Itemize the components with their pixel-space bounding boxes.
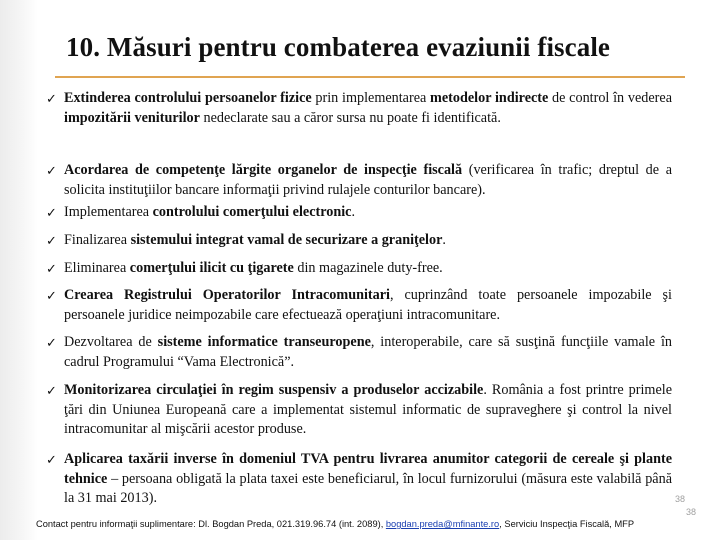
text-run: Finalizarea [64, 232, 131, 248]
check-icon: ✓ [46, 335, 57, 350]
text-run: . [351, 204, 356, 220]
text-run: de control în vederea [548, 90, 672, 106]
list-item-text [64, 259, 672, 279]
list-item-text [64, 161, 672, 200]
text-run: . România a fost printre primele ţări din Uniunea Europeană care a implementat sistemul informatic de supraveghere şi control la nivel intracomunitar al mişcării acestor produse. [64, 382, 672, 437]
list-item-text [64, 231, 672, 251]
check-icon: ✓ [46, 91, 57, 106]
text-run: Dezvoltarea de [64, 334, 158, 350]
text-run: nedeclarate sau a căror sursa nu poate fi identificată. [199, 109, 501, 126]
list-item [46, 286, 672, 325]
footer-department-text: , Serviciu Inspecţia Fiscală, MFP [499, 519, 635, 529]
bold-text-run: Extinderea controlului persoanelor fizice [64, 90, 312, 106]
text-run: (verificarea în trafic; dreptul de a solicita instituţiilor bancare informaţii privind rulajele conturilor bancare). [64, 162, 672, 198]
bold-text-run: sisteme informatice transeuropene [157, 334, 371, 350]
bold-text-run: Aplicarea taxării inverse în domeniul TVA pentru livrarea anumitor categorii de cereale şi plante tehnice [64, 451, 672, 487]
list-item-text [64, 333, 672, 372]
check-icon: ✓ [46, 233, 57, 248]
list-item-text [64, 203, 672, 223]
bold-text-run: comerţului ilicit cu ţigarete [129, 260, 294, 276]
text-run: prin implementarea [311, 90, 431, 106]
list-item [46, 450, 672, 509]
check-icon: ✓ [46, 261, 57, 276]
bold-text-run: Monitorizarea circulaţiei în regim suspensiv a produselor accizabile [64, 382, 484, 398]
text-run: – persoana obligată la plata taxei este beneficiarul, în locul furnizorului (măsura este valabilă până la 31 mai 2013). [64, 470, 672, 506]
list-item-text [64, 89, 672, 128]
list-item [46, 203, 672, 223]
check-icon: ✓ [46, 205, 57, 220]
title-underline [55, 76, 685, 78]
slide-title: 10. Măsuri pentru combaterea evaziunii fiscale [66, 32, 611, 62]
list-item [46, 259, 672, 279]
text-run: din magazinele duty-free. [293, 260, 443, 276]
check-icon: ✓ [46, 452, 57, 467]
footer-contact-text: Contact pentru informaţii suplimentare: Dl. Bogdan Preda, 021.319.96.74 (int. 2089), [36, 519, 386, 529]
text-run: , cuprinzând toate persoanele impozabile şi persoanele juridice neimpozabile care efectuează operaţiuni intracomunitare. [64, 287, 672, 323]
decorative-side-band [0, 0, 38, 540]
bold-text-run: metodelor indirecte [430, 90, 549, 106]
list-item-text [64, 450, 672, 509]
list-item [46, 381, 672, 440]
bold-text-run: controlului comerţului electronic [152, 204, 352, 220]
bold-text-run: Acordarea de competenţe lărgite organelor de inspecţie fiscală [64, 162, 463, 178]
bold-text-run: Crearea Registrului Operatorilor Intracomunitari [64, 287, 390, 303]
text-run: Implementarea [64, 204, 153, 220]
page-number: 38 [675, 494, 686, 504]
list-item [46, 231, 672, 251]
check-icon: ✓ [46, 383, 57, 398]
contact-footer [36, 519, 676, 529]
list-item [46, 333, 672, 372]
list-item [46, 161, 672, 200]
check-icon: ✓ [46, 288, 57, 303]
page-number: 38 [686, 507, 697, 517]
bold-text-run: sistemului integrat vamal de securizare a graniţelor [130, 232, 443, 248]
text-run: , interoperabile, care să susţină funcţiile vamale în cadrul Programului “Vama Electronică”. [64, 334, 672, 370]
list-item [46, 89, 672, 128]
bold-text-run: impozitării veniturilor [64, 109, 200, 126]
list-item-text [64, 381, 672, 440]
contact-email-link[interactable]: bogdan.preda@mfinante.ro [385, 519, 500, 529]
text-run: . [442, 232, 446, 248]
list-item-text [64, 286, 672, 325]
text-run: Eliminarea [64, 260, 130, 276]
check-icon: ✓ [46, 163, 57, 178]
